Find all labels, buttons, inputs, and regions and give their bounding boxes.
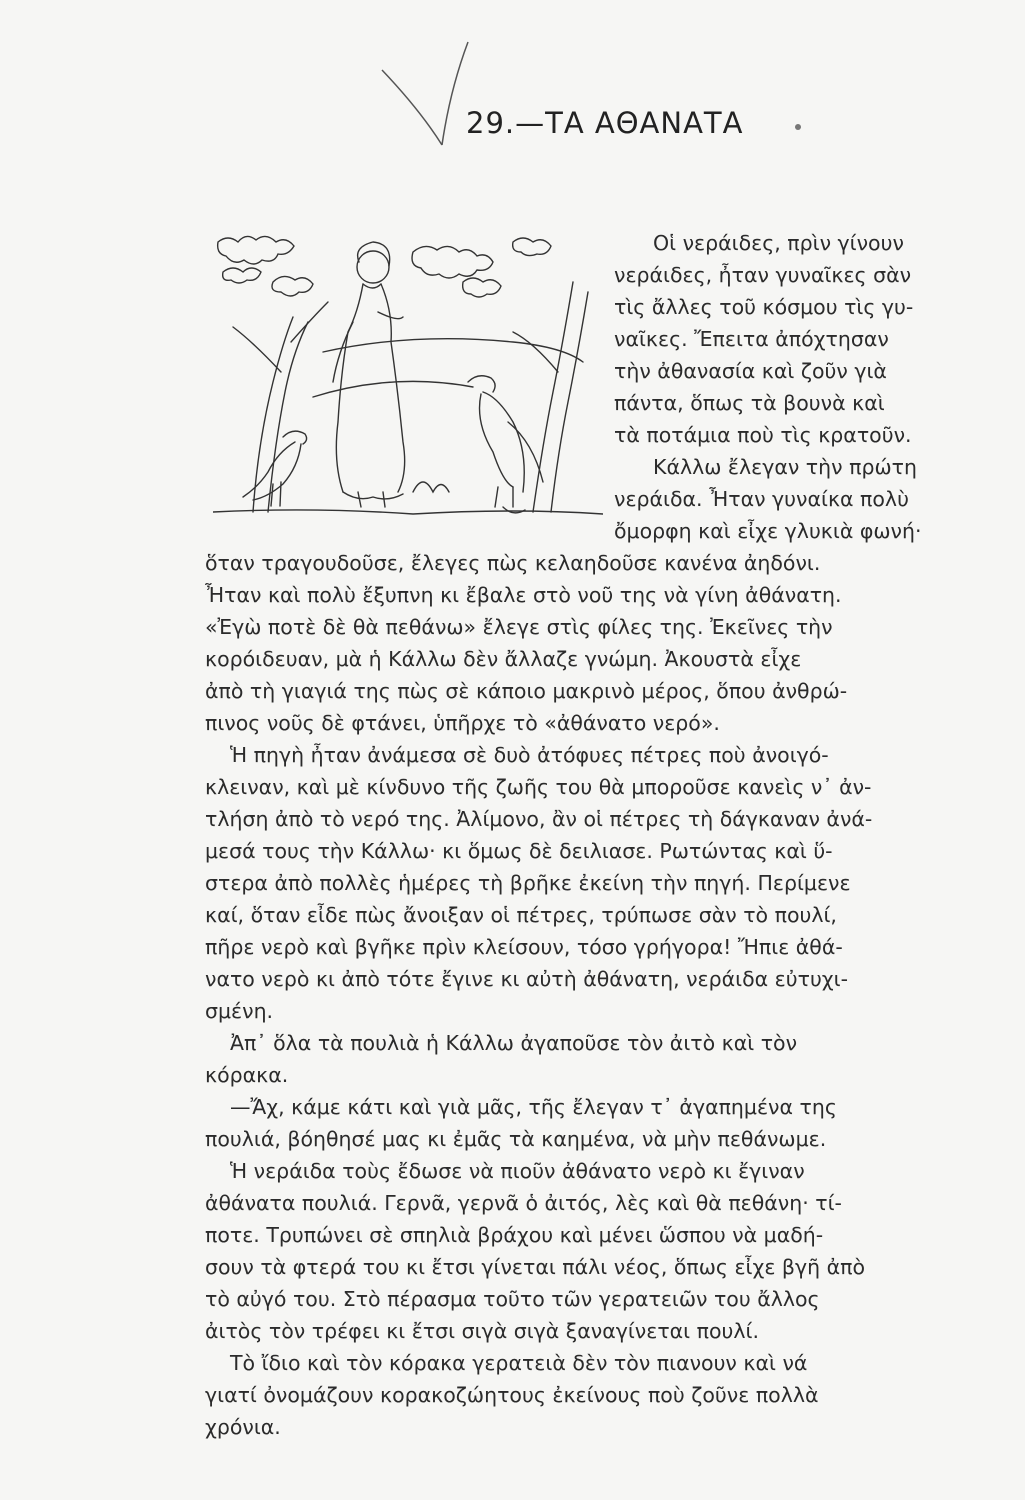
text-line: κλειναν, καὶ μὲ κίνδυνο τῆς ζωῆς του θὰ μποροῦσε κανεὶς ν᾿ ἀν- <box>205 775 872 799</box>
text-line: ὄμορφη καὶ εἶχε γλυκιὰ φωνή· <box>614 519 922 543</box>
text-line: ὅταν τραγουδοῦσε, ἔλεγες πὼς κελαηδοῦσε κανένα ἀηδόνι. <box>205 551 821 575</box>
text-line: «Ἐγὼ ποτὲ δὲ θὰ πεθάνω» ἔλεγε στὶς φίλες της. Ἐκεῖνες τὴν <box>205 615 833 639</box>
text-line: γιατί ὀνομάζουν κορακοζώητους ἐκείνους ποὺ ζοῦνε πολλὰ <box>205 1383 819 1407</box>
text-line: πουλιά, βόηθησέ μας κι ἐμᾶς τὰ καημένα, νὰ μὴν πεθάνωμε. <box>205 1127 827 1151</box>
text-line: Ἡ νεράιδα τοὺς ἔδωσε νὰ πιοῦν ἀθάνατο νερὸ κι ἔγιναν <box>230 1159 805 1183</box>
text-line: ἀπὸ τὴ γιαγιά της πὼς σὲ κάποιο μακρινὸ μέρος, ὅπου ἀνθρώ- <box>205 679 848 703</box>
text-line: ναῖκες. Ἔπειτα ἀπόχτησαν <box>614 327 889 351</box>
text-line: σμένη. <box>205 999 274 1023</box>
page-title: 29.—ΤΑ ΑΘΑΝΑΤΑ <box>466 106 744 140</box>
text-line: Οἱ νεράιδες, πρὶν γίνουν <box>653 231 904 255</box>
fairy-eagle-crow-illustration-icon <box>213 222 603 522</box>
text-line: στερα ἀπὸ πολλὲς ἡμέρες τὴ βρῆκε ἐκείνη τὴν πηγή. Περίμενε <box>205 871 851 895</box>
text-line: νεράιδες, ἦταν γυναῖκες σὰν <box>614 263 912 287</box>
text-line: καί, ὅταν εἶδε πὼς ἄνοιξαν οἱ πέτρες, τρύπωσε σὰν τὸ πουλί, <box>205 903 837 927</box>
text-line: Κάλλω ἔλεγαν τὴν πρώτη <box>653 455 917 479</box>
text-line: νεράιδα. Ἦταν γυναίκα πολὺ <box>614 487 909 511</box>
text-line: Ἡ πηγὴ ἦταν ἀνάμεσα σὲ δυὸ ἀτόφυες πέτρες ποὺ ἀνοιγό- <box>230 743 829 767</box>
text-line: τλήση ἀπὸ τὸ νερό της. Ἀλίμονο, ἂν οἱ πέτρες τὴ δάγκαναν ἀνά- <box>205 807 873 831</box>
text-line: πινος νοῦς δὲ φτάνει, ὑπῆρχε τὸ «ἀθάνατο νερό». <box>205 711 720 735</box>
text-line: νατο νερὸ κι ἀπὸ τότε ἔγινε κι αὐτὴ ἀθάνατη, νεράιδα εὐτυχι- <box>205 967 848 991</box>
ink-dot <box>795 124 801 130</box>
text-line: ἀιτὸς τὸν τρέφει κι ἔτσι σιγὰ σιγὰ ξαναγίνεται πουλί. <box>205 1319 759 1343</box>
text-line: ποτε. Τρυπώνει σὲ σπηλιὰ βράχου καὶ μένει ὥσπου νὰ μαδή- <box>205 1223 824 1247</box>
text-line: —Ἄχ, κάμε κάτι καὶ γιὰ μᾶς, τῆς ἔλεγαν τ᾿ ἀγαπημένα της <box>230 1095 837 1119</box>
text-line: μεσά τους τὴν Κάλλω· κι ὅμως δὲ δειλιασε. Ρωτώντας καὶ ὕ- <box>205 839 833 863</box>
text-line: κόρακα. <box>205 1063 289 1087</box>
text-line: πῆρε νερὸ καὶ βγῆκε πρὶν κλείσουν, τόσο γρήγορα! Ἤπιε ἀθά- <box>205 935 843 959</box>
text-line: τὴν ἀθανασία καὶ ζοῦν γιὰ <box>614 359 887 383</box>
text-line: τὶς ἄλλες τοῦ κόσμου τὶς γυ- <box>614 295 914 319</box>
text-line: σουν τὰ φτερά του κι ἔτσι γίνεται πάλι νέος, ὅπως εἶχε βγῆ ἀπὸ <box>205 1255 866 1279</box>
text-line: ἀθάνατα πουλιά. Γερνᾶ, γερνᾶ ὁ ἀιτός, λὲς καὶ θὰ πεθάνη· τί- <box>205 1191 842 1215</box>
text-line: τὸ αὐγό του. Στὸ πέρασμα τοῦτο τῶν γερατειῶν του ἄλλος <box>205 1287 820 1311</box>
handwritten-check-mark <box>380 40 480 160</box>
text-line: τὰ ποτάμια ποὺ τὶς κρατοῦν. <box>614 423 912 447</box>
text-line: πάντα, ὅπως τὰ βουνὰ καὶ <box>614 391 885 415</box>
text-line: χρόνια. <box>205 1415 281 1439</box>
text-line: Τὸ ἴδιο καὶ τὸν κόρακα γερατειὰ δὲν τὸν πιανουν καὶ νά <box>230 1351 808 1375</box>
text-line: Ἦταν καὶ πολὺ ἔξυπνη κι ἔβαλε στὸ νοῦ της νὰ γίνη ἀθάνατη. <box>205 583 842 607</box>
text-line: Ἀπ᾿ ὅλα τὰ πουλιὰ ἡ Κάλλω ἀγαποῦσε τὸν ἀιτὸ καὶ τὸν <box>230 1031 798 1055</box>
text-line: κορόιδευαν, μὰ ἡ Κάλλω δὲν ἄλλαζε γνώμη. Ἀκουστὰ εἶχε <box>205 647 802 671</box>
